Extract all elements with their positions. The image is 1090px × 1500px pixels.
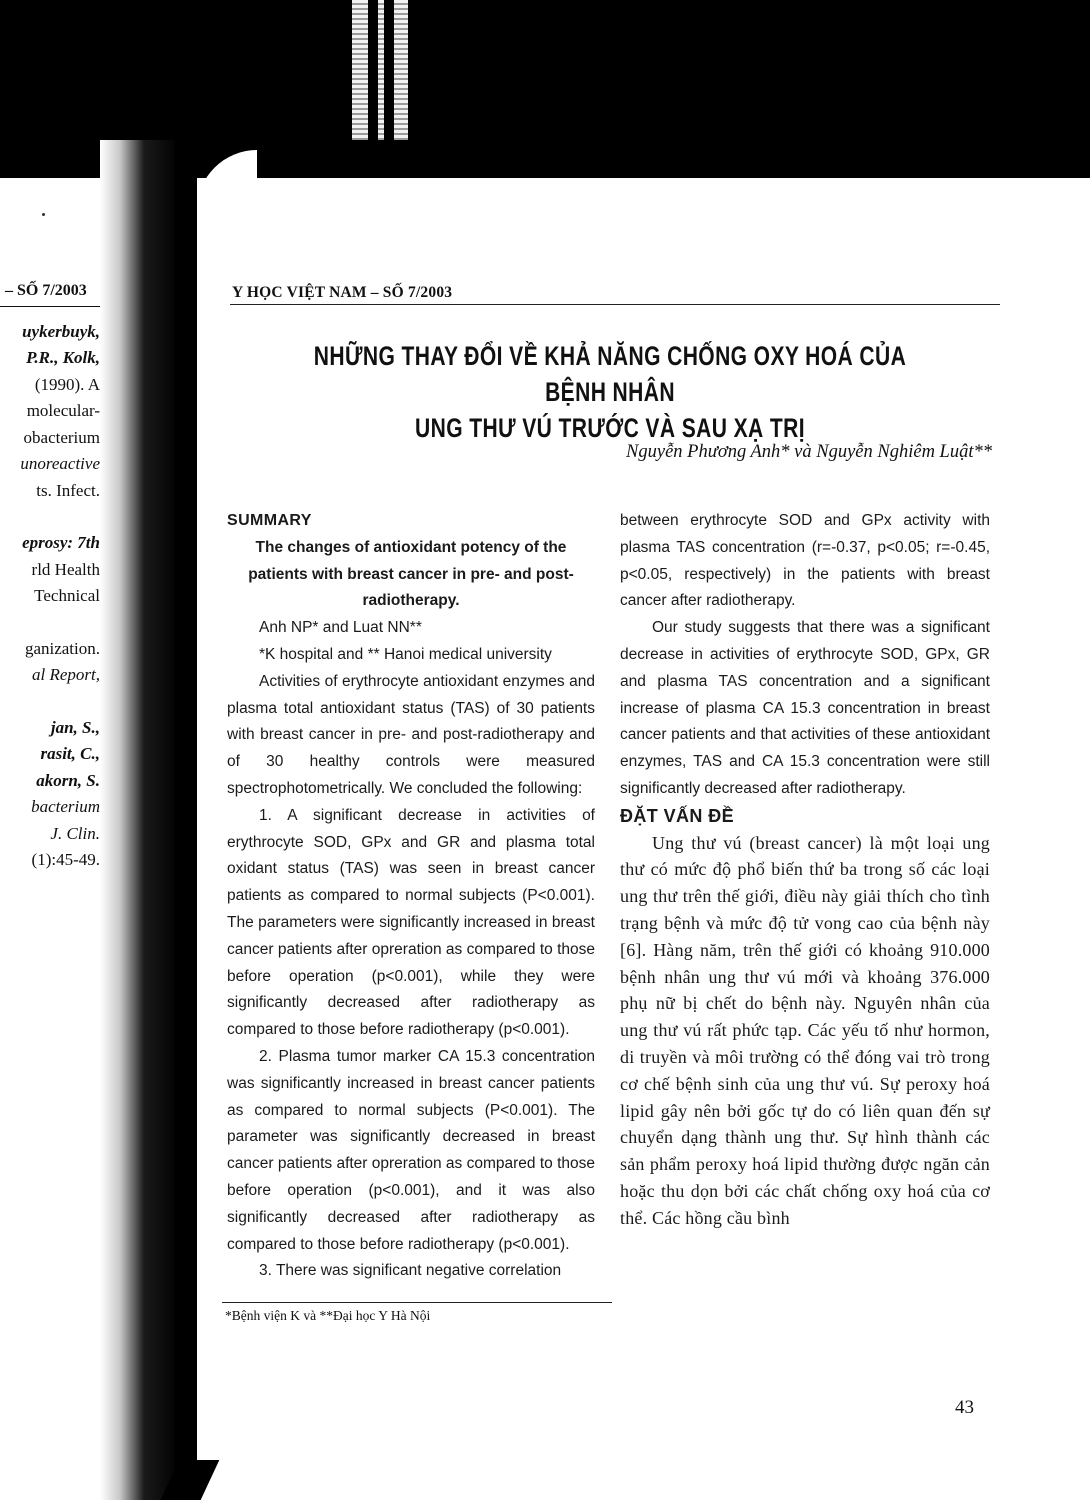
previous-page-line: ts. Infect. bbox=[36, 480, 100, 500]
previous-page-line: J. Clin. bbox=[50, 823, 100, 843]
summary-point-3-continued: between erythrocyte SOD and GPx activity with plasma TAS concentration (r=-0.37, p<0.05; r=-0.45, p<0.05, respectively) in the patients with breast cancer after radiotherapy. bbox=[620, 512, 990, 610]
footnote: *Bệnh viện K và **Đại học Y Hà Nội bbox=[225, 1308, 431, 1323]
previous-page-line: rld Health bbox=[31, 559, 100, 579]
binding-stitch-strip bbox=[352, 0, 408, 140]
summary-authors: Anh NP* and Luat NN** bbox=[259, 619, 422, 637]
summary-affiliation: *K hospital and ** Hanoi medical university bbox=[259, 645, 552, 663]
previous-page-line bbox=[0, 504, 100, 530]
header-rule bbox=[230, 304, 1000, 305]
gutter-edge bbox=[175, 140, 197, 1500]
binding-gap bbox=[368, 0, 378, 140]
previous-page-line: P.R., Kolk, bbox=[26, 348, 100, 367]
previous-page-line: molecular- bbox=[26, 401, 100, 420]
previous-page-line: obacterium bbox=[23, 427, 100, 447]
previous-page-line bbox=[0, 610, 100, 636]
summary-point-3-start: 3. There was significant negative correlation bbox=[259, 1262, 562, 1280]
previous-page-line: (1990). A bbox=[34, 374, 100, 394]
previous-page-header: – SỐ 7/2003 bbox=[0, 278, 100, 307]
page-number: 43 bbox=[955, 1397, 974, 1418]
summary-heading: SUMMARY bbox=[227, 512, 312, 529]
intro-heading: ĐẶT VẤN ĐỀ bbox=[620, 805, 735, 826]
previous-page-line: Technical bbox=[34, 586, 100, 605]
summary-point-2: 2. Plasma tumor marker CA 15.3 concentration was significantly increased in breast cancer patients as compared to normal subjects (P<0.001). The parameter was significantly decreased in breast cancer patients after opreration as compared to those before operation (p<0.001), and it was also significantly decreased after radiotherapy as compared to those before radiotherapy (p<0.001). bbox=[227, 1047, 595, 1253]
gutter-shadow bbox=[100, 140, 180, 1500]
previous-page-line: uykerbuyk, bbox=[22, 321, 100, 341]
summary-subtitle: The changes of antioxidant potency of the patients with breast cancer in pre- and post-radiotherapy. bbox=[248, 538, 574, 610]
intro-paragraph: Ung thư vú (breast cancer) là một loại ung thư có mức độ phổ biến thứ ba trong số các loại ung thư trên thế giới, điều này giải thích cho tình trạng bệnh và mức độ tử vong cao của bệnh này [6]. Hàng năm, trên thế giới có khoảng 910.000 bệnh nhân ung thư vú mới và khoảng 376.000 phụ nữ bị chết do bệnh này. Nguyên nhân của ung thư vú rất phức tạp. Các yếu tố như hormon, di truyền và môi trường có thể đóng vai trò trong cơ chế bệnh sinh của ung thư vú. Sự peroxy hoá lipid gây nên bởi gốc tự do có liên quan đến sự chuyển dạng thành ung thư. Sự hình thành các sản phẩm peroxy hoá lipid thường được ngăn cản hoặc thu dọn bởi các chất chống oxy hoá của cơ thể. Các hồng cầu bình bbox=[620, 832, 990, 1228]
previous-page-fragment bbox=[0, 278, 100, 874]
title-line-2: UNG THƯ VÚ TRƯỚC VÀ SAU XẠ TRỊ bbox=[415, 413, 805, 443]
previous-page-line: eprosy: 7th bbox=[22, 533, 100, 552]
previous-page-line: bacterium bbox=[31, 797, 100, 816]
right-column bbox=[620, 508, 990, 1232]
previous-page-line: unoreactive bbox=[20, 454, 100, 473]
previous-page-line: (1):45-49. bbox=[31, 850, 100, 869]
previous-page-line: jan, S., bbox=[50, 717, 100, 737]
author-line: Nguyễn Phương Anh* và Nguyễn Nghiêm Luật** bbox=[626, 442, 992, 462]
binding-gap bbox=[384, 0, 394, 140]
footnote-rule bbox=[222, 1302, 612, 1303]
scan-speck bbox=[42, 213, 45, 216]
summary-point-1: 1. A significant decrease in activities of erythrocyte SOD, GPx and GR and plasma total oxidant status (TAS) was seen in breast cancer patients as compared to normal subjects (P<0.001). The parameters were significantly increased in breast cancer patients after opreration as compared to those before operation (p<0.001), while they were significantly decreased after radiotherapy as compared to those before radiotherapy (p<0.001). bbox=[227, 806, 595, 1039]
running-head: Y HỌC VIỆT NAM – SỐ 7/2003 bbox=[232, 284, 453, 301]
previous-page-line: ganization. bbox=[24, 638, 100, 658]
article-title bbox=[306, 338, 914, 446]
previous-page-lines bbox=[0, 319, 100, 874]
summary-conclusion: Our study suggests that there was a significant decrease in activities of erythrocyte SOD, GPx, GR and plasma TAS concentration and a significant increase of plasma CA 15.3 concentration in breast cancer patients and that activities of these antioxidant enzymes, TAS and CA 15.3 concentration were still significantly decreased after radiotherapy. bbox=[620, 619, 990, 797]
previous-page-line: akorn, S. bbox=[36, 770, 100, 790]
left-column bbox=[227, 508, 595, 1285]
previous-page-line bbox=[0, 689, 100, 715]
summary-intro: Activities of erythrocyte antioxidant enzymes and plasma total antioxidant status (TAS) of 30 patients with breast cancer in pre- and post-radiotherapy and of 30 healthy controls were measured spectrophotometrically. We concluded the following: bbox=[227, 672, 595, 797]
title-line-1: NHỮNG THAY ĐỔI VỀ KHẢ NĂNG CHỐNG OXY HOÁ CỦA BỆNH NHÂN bbox=[313, 341, 907, 407]
previous-page-line: rasit, C., bbox=[40, 744, 100, 763]
previous-page-line: al Report, bbox=[32, 665, 100, 684]
